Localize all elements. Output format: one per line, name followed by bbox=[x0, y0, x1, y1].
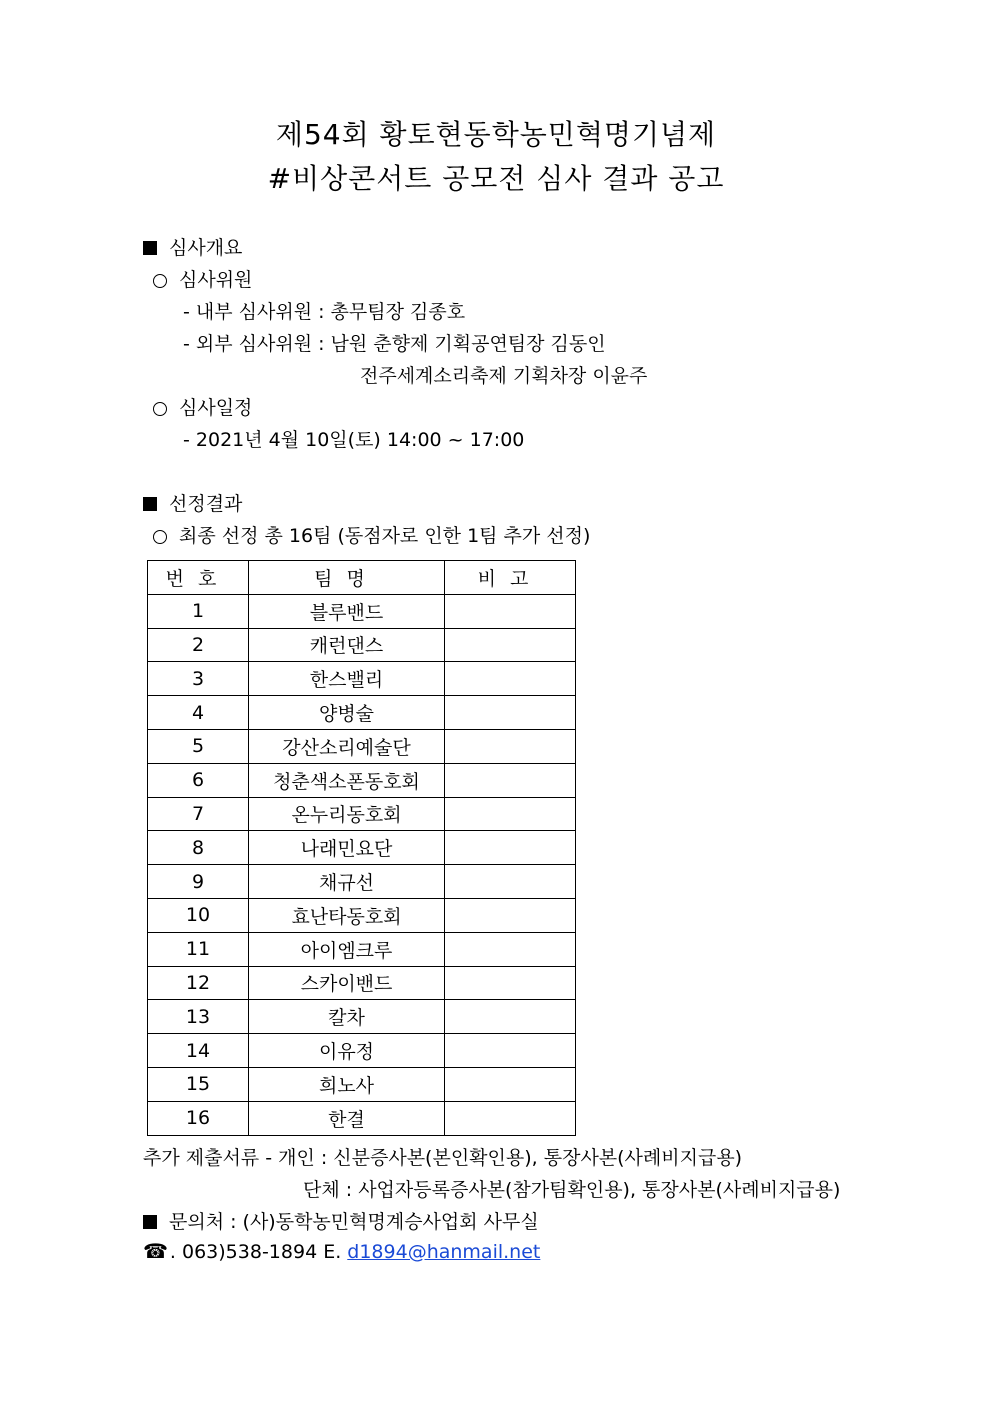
cell-team: 스카이밴드 bbox=[249, 966, 445, 1000]
table-row bbox=[148, 1067, 576, 1101]
cell-number: 2 bbox=[148, 628, 249, 662]
cell-note bbox=[445, 763, 576, 797]
table-row bbox=[148, 1000, 576, 1034]
cell-team: 희노사 bbox=[249, 1067, 445, 1101]
cell-note bbox=[445, 1101, 576, 1135]
cell-note bbox=[445, 696, 576, 730]
table-row bbox=[148, 966, 576, 1000]
cell-team: 칼차 bbox=[249, 1000, 445, 1034]
cell-number: 3 bbox=[148, 662, 249, 696]
cell-note bbox=[445, 662, 576, 696]
cell-team: 이유정 bbox=[249, 1034, 445, 1068]
square-bullet-icon bbox=[143, 1215, 157, 1229]
cell-number: 9 bbox=[148, 865, 249, 899]
cell-team: 한결 bbox=[249, 1101, 445, 1135]
table-row bbox=[148, 865, 576, 899]
phone-number: . 063)538-1894 E. bbox=[169, 1241, 348, 1263]
column-header-note: 비고 bbox=[445, 561, 576, 595]
schedule-date: - 2021년 4월 10일(토) 14:00 ~ 17:00 bbox=[183, 429, 525, 451]
document-title-line2: #비상콘서트 공모전 심사 결과 공고 bbox=[267, 162, 725, 195]
table-row bbox=[148, 628, 576, 662]
judges-heading: 심사위원 bbox=[153, 265, 252, 292]
cell-team: 아이엠크루 bbox=[249, 932, 445, 966]
cell-number: 5 bbox=[148, 729, 249, 763]
cell-team: 나래민요단 bbox=[249, 831, 445, 865]
contact-heading: 문의처 : (사)동학농민혁명계승사업회 사무실 bbox=[143, 1207, 539, 1234]
table-row bbox=[148, 898, 576, 932]
schedule-heading: 심사일정 bbox=[153, 393, 252, 420]
cell-team: 양병술 bbox=[249, 696, 445, 730]
contact-line bbox=[143, 1239, 540, 1263]
cell-number: 6 bbox=[148, 763, 249, 797]
table-row bbox=[148, 763, 576, 797]
cell-note bbox=[445, 932, 576, 966]
overview-heading: 심사개요 bbox=[143, 233, 242, 260]
cell-team: 온누리동호회 bbox=[249, 797, 445, 831]
cell-number: 14 bbox=[148, 1034, 249, 1068]
cell-team: 채규선 bbox=[249, 865, 445, 899]
table-row bbox=[148, 696, 576, 730]
results-table bbox=[147, 560, 576, 1136]
cell-note bbox=[445, 898, 576, 932]
cell-number: 1 bbox=[148, 594, 249, 628]
document-title-line1: 제54회 황토현동학농민혁명기념제 bbox=[275, 118, 717, 151]
phone-icon: ☎ bbox=[143, 1239, 168, 1263]
results-summary: 최종 선정 총 16팀 (동점자로 인한 1팀 추가 선정) bbox=[153, 521, 590, 548]
cell-note bbox=[445, 1034, 576, 1068]
cell-number: 13 bbox=[148, 1000, 249, 1034]
table-row bbox=[148, 831, 576, 865]
cell-team: 청춘색소폰동호회 bbox=[249, 763, 445, 797]
cell-note bbox=[445, 831, 576, 865]
table-row bbox=[148, 662, 576, 696]
column-header-team: 팀명 bbox=[249, 561, 445, 595]
circle-bullet-icon bbox=[153, 274, 167, 288]
cell-note bbox=[445, 966, 576, 1000]
cell-note bbox=[445, 865, 576, 899]
external-judge-2: 전주세계소리축제 기획차장 이윤주 bbox=[360, 365, 648, 387]
table-row bbox=[148, 932, 576, 966]
results-heading: 선정결과 bbox=[143, 489, 242, 516]
cell-team: 블루밴드 bbox=[249, 594, 445, 628]
cell-number: 7 bbox=[148, 797, 249, 831]
circle-bullet-icon bbox=[153, 402, 167, 416]
square-bullet-icon bbox=[143, 241, 157, 255]
cell-number: 12 bbox=[148, 966, 249, 1000]
table-row bbox=[148, 797, 576, 831]
square-bullet-icon bbox=[143, 497, 157, 511]
cell-note bbox=[445, 797, 576, 831]
cell-team: 캐런댄스 bbox=[249, 628, 445, 662]
table-row bbox=[148, 1101, 576, 1135]
documents-line1: 추가 제출서류 - 개인 : 신분증사본(본인확인용), 통장사본(사례비지급용) bbox=[143, 1147, 743, 1169]
cell-number: 15 bbox=[148, 1067, 249, 1101]
cell-note bbox=[445, 628, 576, 662]
cell-team: 강산소리예술단 bbox=[249, 729, 445, 763]
cell-number: 8 bbox=[148, 831, 249, 865]
cell-team: 효난타동호회 bbox=[249, 898, 445, 932]
table-header-row bbox=[148, 561, 576, 595]
cell-note bbox=[445, 594, 576, 628]
external-judge: - 외부 심사위원 : 남원 춘향제 기획공연팀장 김동인 bbox=[183, 333, 606, 355]
cell-number: 16 bbox=[148, 1101, 249, 1135]
cell-note bbox=[445, 1067, 576, 1101]
cell-number: 11 bbox=[148, 932, 249, 966]
table-row bbox=[148, 1034, 576, 1068]
table-row bbox=[148, 594, 576, 628]
cell-number: 4 bbox=[148, 696, 249, 730]
table-row bbox=[148, 729, 576, 763]
documents-line2: 단체 : 사업자등록증사본(참가팀확인용), 통장사본(사례비지급용) bbox=[303, 1179, 841, 1201]
cell-number: 10 bbox=[148, 898, 249, 932]
internal-judge: - 내부 심사위원 : 총무팀장 김종호 bbox=[183, 301, 466, 323]
column-header-number: 번호 bbox=[148, 561, 249, 595]
cell-note bbox=[445, 1000, 576, 1034]
email-link[interactable]: d1894@hanmail.net bbox=[347, 1241, 541, 1263]
circle-bullet-icon bbox=[153, 530, 167, 544]
cell-team: 한스밸리 bbox=[249, 662, 445, 696]
cell-note bbox=[445, 729, 576, 763]
